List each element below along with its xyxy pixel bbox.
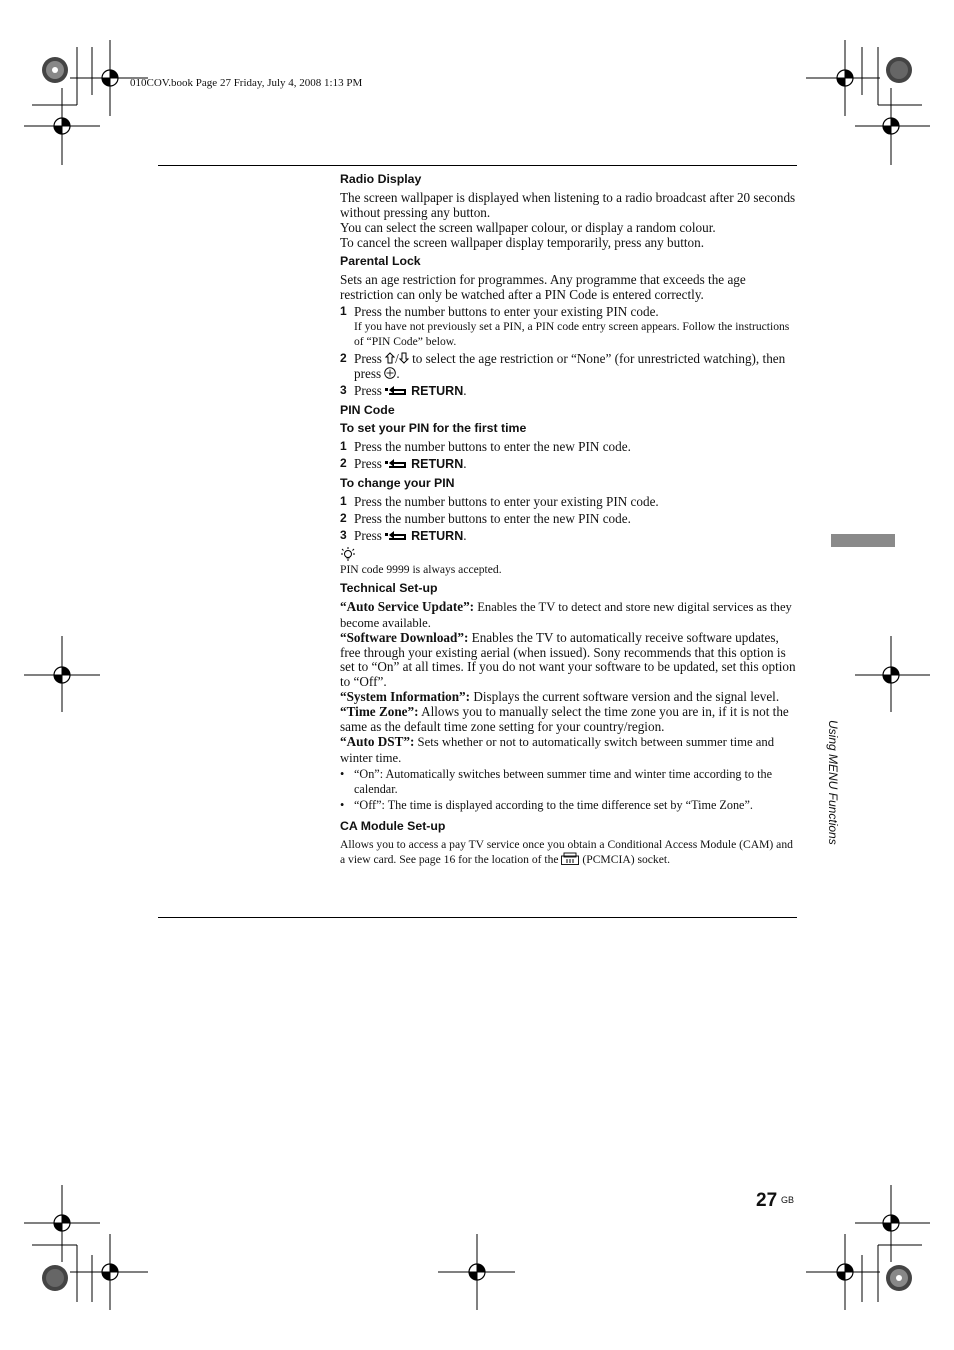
term: “System Information”: xyxy=(340,689,471,704)
pin-change-step-2 xyxy=(340,511,796,526)
bullet-text: “On”: Automatically switches between summer time and winter time according to the calendar. xyxy=(354,767,772,796)
return-icon xyxy=(385,386,407,396)
tech-item-system-information xyxy=(340,689,796,704)
radio-display-text-2: You can select the screen wallpaper colour, or display a random colour. xyxy=(340,220,716,235)
step-text-pre: Press xyxy=(354,456,386,471)
step-number: 1 xyxy=(340,494,347,508)
tech-item-auto-service-update xyxy=(340,599,796,631)
step-number: 3 xyxy=(340,528,347,542)
bullet-dot: • xyxy=(340,767,345,781)
radio-display-text-1: The screen wallpaper is displayed when listening to a radio broadcast after 20 seconds without pressing any button. xyxy=(340,190,796,220)
term: “Auto DST”: xyxy=(340,734,415,749)
section-tab-marker xyxy=(831,534,895,547)
page-number: 27 xyxy=(756,1190,778,1211)
term: “Time Zone”: xyxy=(340,704,419,719)
tech-item-time-zone xyxy=(340,704,796,734)
step-note: If you have not previously set a PIN, a PIN code entry screen appears. Follow the instructions of “PIN Code” below. xyxy=(354,320,790,348)
step-text-pre: Press xyxy=(354,351,386,366)
tech-item-software-download xyxy=(340,631,796,689)
bullet-dot: • xyxy=(340,798,345,812)
enter-icon xyxy=(384,367,396,379)
ca-text-pre: Allows you to access a pay TV service once you obtain a Conditional Access Module (CAM) and a view card. See page 16 for the location of the xyxy=(340,838,793,866)
up-arrow-icon xyxy=(385,352,395,364)
radio-display-text-3: To cancel the screen wallpaper display temporarily, press any button. xyxy=(340,235,705,250)
bullet-text: “Off”: The time is displayed according to the time difference set by “Time Zone”. xyxy=(354,798,753,812)
parental-lock-step-3 xyxy=(340,383,796,399)
pin-set-step-1 xyxy=(340,439,796,454)
step-text: Press the number buttons to enter the new PIN code. xyxy=(354,439,631,454)
side-tab-label: Using MENU Functions xyxy=(826,720,840,845)
hint-icon xyxy=(340,546,796,562)
desc: Sets whether or not to automatically switch between summer time and winter time. xyxy=(340,735,775,765)
bottom-rule xyxy=(158,917,797,918)
pin-change-step-1 xyxy=(340,494,796,509)
step-text-pre: Press xyxy=(354,528,386,543)
desc: Enables the TV to detect and store new digital services as they become available. xyxy=(340,600,792,630)
ca-module-heading: CA Module Set-up xyxy=(340,819,446,833)
step-number: 3 xyxy=(340,383,347,397)
step-text: Press the number buttons to enter your existing PIN code. xyxy=(354,494,659,509)
step-text: Press the number buttons to enter the new PIN code. xyxy=(354,511,631,526)
step-text-post: . xyxy=(396,366,400,381)
parental-lock-step-2: 2 Press / to select the age restriction or “None” (for unrestricted watching), then press . xyxy=(340,351,786,381)
term: “Software Download”: xyxy=(340,630,469,645)
step-number: 1 xyxy=(340,304,347,318)
step-number: 1 xyxy=(340,439,347,453)
parental-lock-heading: Parental Lock xyxy=(340,254,421,268)
step-text: Press the number buttons to enter your existing PIN code. xyxy=(354,304,659,319)
return-label: RETURN xyxy=(411,529,464,543)
pin-code-heading: PIN Code xyxy=(340,403,395,417)
step-number: 2 xyxy=(340,351,347,365)
dst-bullet-on xyxy=(340,767,796,797)
return-icon xyxy=(385,459,407,469)
desc: Enables the TV to automatically receive software updates, free through your existing aerial (when issued). Sony recommends that this option is set to “On” at all times. If you do not want your software to be updated, set this option to “Off”. xyxy=(340,630,796,689)
step-text-mid: to select the age restriction or “None” (for unrestricted watching), then press xyxy=(354,351,786,381)
step-text-post: . xyxy=(463,383,467,398)
pin-set-subheading: To set your PIN for the first time xyxy=(340,421,527,435)
dst-bullet-off xyxy=(340,798,796,813)
step-text-pre: Press xyxy=(354,383,386,398)
down-arrow-icon xyxy=(399,352,409,364)
page-region-code: GB xyxy=(781,1195,795,1205)
print-header-info: 010COV.book Page 27 Friday, July 4, 2008 1:13 PM xyxy=(130,77,363,89)
term: “Auto Service Update”: xyxy=(340,599,475,614)
step-text-post: . xyxy=(463,456,467,471)
ca-module-text xyxy=(340,837,796,867)
parental-lock-step-1 xyxy=(340,304,796,349)
pin-change-subheading: To change your PIN xyxy=(340,476,455,490)
pin-set-step-2 xyxy=(340,456,796,472)
return-icon xyxy=(385,531,407,541)
radio-display-heading: Radio Display xyxy=(340,172,422,186)
desc: Allows you to manually select the time zone you are in, if it is not the same as the default time zone setting for your country/region. xyxy=(340,704,789,734)
step-number: 2 xyxy=(340,456,347,470)
pcmcia-slot-icon xyxy=(561,852,579,865)
tech-item-auto-dst xyxy=(340,734,796,766)
desc: Displays the current software version and the signal level. xyxy=(470,689,780,704)
return-label: RETURN xyxy=(411,384,464,398)
technical-setup-heading: Technical Set-up xyxy=(340,581,438,595)
parental-lock-intro: Sets an age restriction for programmes. Any programme that exceeds the age restriction can only be watched after a PIN Code is entered correctly. xyxy=(340,272,746,302)
main-content xyxy=(340,172,796,867)
top-rule xyxy=(158,165,797,166)
step-text-post: . xyxy=(463,528,467,543)
hint-text: PIN code 9999 is always accepted. xyxy=(340,563,502,576)
return-label: RETURN xyxy=(411,457,464,471)
step-number: 2 xyxy=(340,511,347,525)
pin-change-step-3 xyxy=(340,528,796,544)
ca-text-post: (PCMCIA) socket. xyxy=(579,853,670,866)
